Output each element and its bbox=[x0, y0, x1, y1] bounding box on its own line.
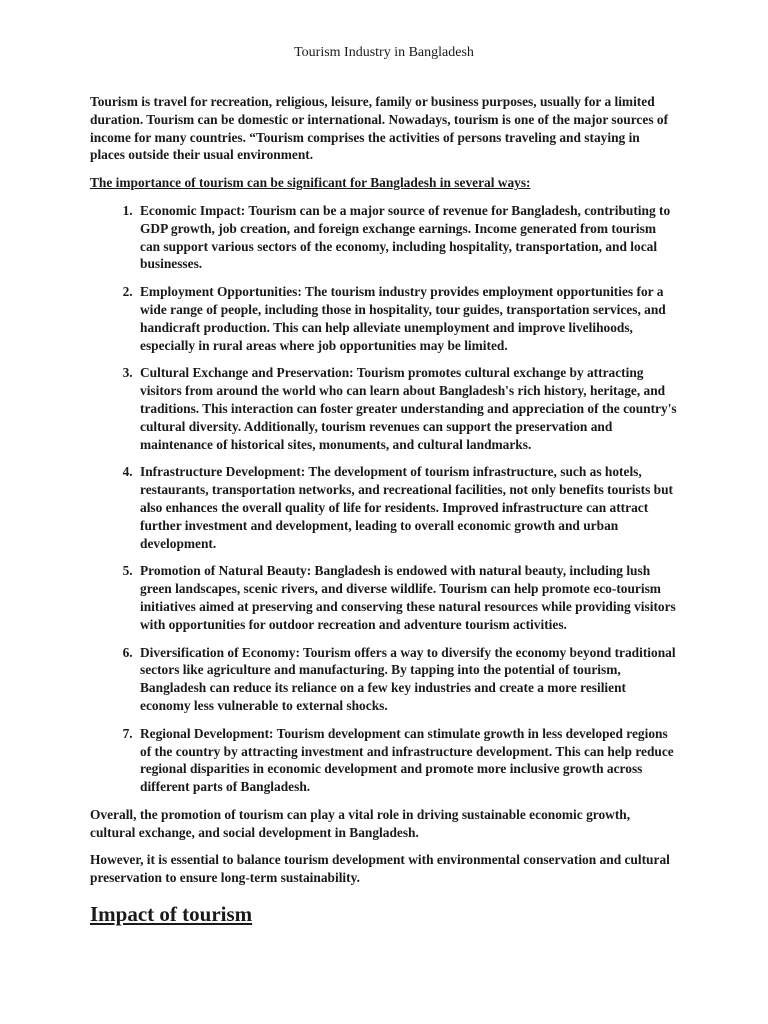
document-title: Tourism Industry in Bangladesh bbox=[294, 45, 474, 60]
list-item: 5. Promotion of Natural Beauty: Bangladesh is endowed with natural beauty, including lush green landscapes, scenic rivers, and diverse wildlife. Tourism can help promote eco-tourism initiatives aimed at preserving and conserving these natural resources while providing visitors with opportunities for outdoor recreation and adventure tourism activities. bbox=[136, 562, 678, 633]
section-heading-impact: Impact of tourism bbox=[90, 902, 253, 927]
list-item: 1. Economic Impact: Tourism can be a major source of revenue for Bangladesh, contributing to GDP growth, job creation, and foreign exchange earnings. Income generated from tourism can support various sectors of the economy, including hospitality, transportation, and local businesses. bbox=[136, 202, 678, 273]
conclusion-paragraph-2: However, it is essential to balance tourism development with environmental conservation and cultural preservation to ensure long-term sustainability. bbox=[90, 852, 670, 886]
conclusion-paragraph-1: Overall, the promotion of tourism can play a vital role in driving sustainable economic growth, cultural exchange, and social development in Bangladesh. bbox=[90, 806, 631, 840]
intro-paragraph: Tourism is travel for recreation, religious, leisure, family or business purposes, usually for a limited duration. Tourism can be domestic or international. Nowadays, tourism is one of the major sources of income for many countries. “Tourism comprises the activities of persons traveling and staying in places outside their usual environment. bbox=[90, 94, 669, 163]
list-item: 6. Diversification of Economy: Tourism offers a way to diversify the economy beyond traditional sectors like agriculture and manufacturing. By tapping into the potential of tourism, Bangladesh can reduce its reliance on a few key industries and create a more resilient economy less vulnerable to external shocks. bbox=[136, 644, 678, 715]
list-item: 3. Cultural Exchange and Preservation: Tourism promotes cultural exchange by attracting visitors from around the world who can learn about Bangladesh's rich history, heritage, and traditions. This interaction can foster greater understanding and appreciation of the country's cultural diversity. Additionally, tourism revenues can support the preservation and maintenance of historical sites, monuments, and cultural landmarks. bbox=[136, 364, 678, 453]
list-item: 7. Regional Development: Tourism development can stimulate growth in less developed regions of the country by attracting investment and infrastructure development. This can help reduce regional disparities in economic development and promote more inclusive growth across different parts of Bangladesh. bbox=[136, 725, 678, 796]
importance-list bbox=[90, 202, 678, 796]
list-item: 4. Infrastructure Development: The development of tourism infrastructure, such as hotels, restaurants, transportation networks, and recreational facilities, not only benefits tourists but also enhances the overall quality of life for residents. Improved infrastructure can attract further investment and development, leading to overall economic growth and urban development. bbox=[136, 463, 678, 552]
importance-lead: The importance of tourism can be significant for Bangladesh in several ways: bbox=[90, 175, 531, 191]
list-item: 2. Employment Opportunities: The tourism industry provides employment opportunities for a wide range of people, including those in hospitality, tour guides, transportation services, and handicraft production. This can help alleviate unemployment and improve livelihoods, especially in rural areas where job opportunities may be limited. bbox=[136, 283, 678, 354]
